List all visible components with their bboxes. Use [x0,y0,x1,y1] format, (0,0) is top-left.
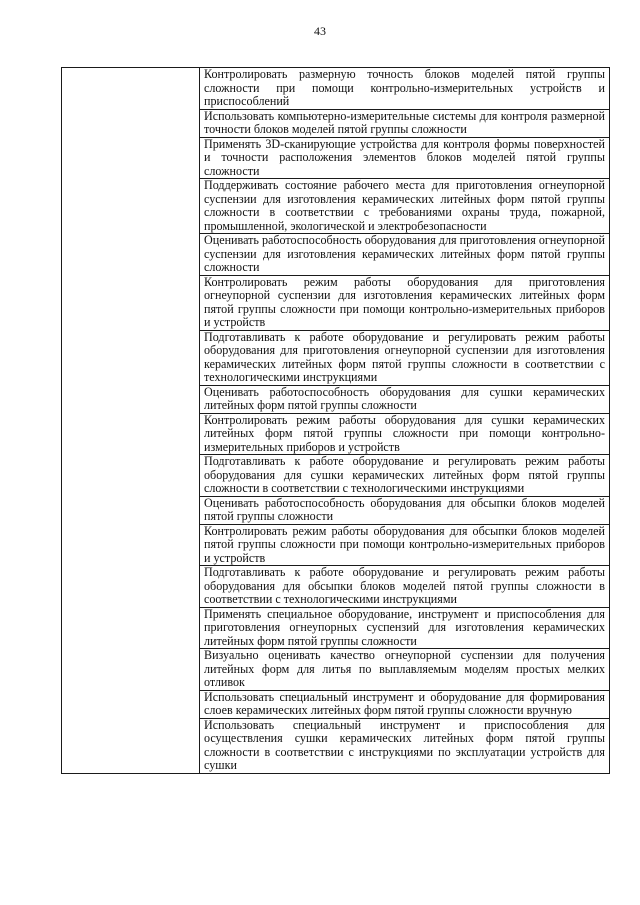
skill-text: Поддерживать состояние рабочего места для приготовления огнеупорной суспензии для изготовления керамических литейных форм пятой группы сложности в соответствии с требованиями охраны труда, пожарной, промышленной, экологической и электробезопасности [204,178,605,233]
skill-cell [200,413,610,455]
skill-text: Контролировать режим работы оборудования для обсыпки блоков моделей пятой группы сложности при помощи контрольно-измерительных приборов и устройств [204,523,605,565]
skill-text: Использовать компьютерно-измерительные системы для контроля размерной точности блоков моделей пятой группы сложности [204,108,605,136]
page-number: 43 [314,24,326,38]
skill-text: Использовать специальный инструмент и приспособления для осуществления сушки керамических литейных форм пятой группы сложности в соответствии с инструкциями по эксплуатации устройств для сушки [204,717,605,772]
skill-cell [200,330,610,385]
skill-cell [200,275,610,330]
skill-text: Применять 3D-сканирующие устройства для контроля формы поверхностей и точности расположения элементов блоков моделей пятой группы сложности [204,136,605,178]
skill-cell [200,496,610,524]
skill-text: Оценивать работоспособность оборудования для приготовления огнеупорной суспензии для изготовления керамических литейных форм пятой группы сложности [204,233,605,274]
skill-cell [200,566,610,608]
skill-text: Подготавливать к работе оборудование и регулировать режим работы оборудования для приготовления огнеупорной суспензии для изготовления керамических литейных форм пятой группы сложности в соответствии с технологическими инструкциями [204,329,605,384]
skill-text: Оценивать работоспособность оборудования для сушки керамических литейных форм пятой группы сложности [204,384,605,412]
skill-text: Подготавливать к работе оборудование и регулировать режим работы оборудования для обсыпки блоков моделей пятой группы сложности в соответствии с технологическими инструкциями [204,565,605,606]
skill-text: Применять специальное оборудование, инструмент и приспособления для приготовления огнеупорных суспензий для изготовления керамических литейных форм пятой группы сложности [204,606,605,648]
skill-text: Контролировать режим работы оборудования для приготовления огнеупорной суспензии для изготовления керамических литейных форм пятой группы сложности при помощи контрольно-измерительных приборов и устройств [204,274,605,329]
skill-text: Контролировать размерную точность блоков моделей пятой группы сложности при помощи контрольно-измерительных устройств и приспособлений [204,67,605,108]
skill-cell [200,109,610,137]
skill-cell [200,68,610,110]
skills-table [61,67,610,774]
skill-cell [200,718,610,773]
skill-cell [200,234,610,276]
skill-cell [200,137,610,179]
skill-text: Использовать специальный инструмент и оборудование для формирования слоев керамических литейных форм пятой группы сложности вручную [204,689,605,717]
table-row [62,68,610,110]
skill-cell [200,690,610,718]
skill-text: Подготавливать к работе оборудование и регулировать режим работы оборудования для сушки керамических литейных форм пятой группы сложности в соответствии с технологическими инструкциями [204,454,605,495]
skill-text: Контролировать режим работы оборудования для сушки керамических литейных форм пятой группы сложности при помощи контрольно-измерительных приборов и устройств [204,412,605,454]
skill-text: Оценивать работоспособность оборудования для обсыпки блоков моделей пятой группы сложности [204,495,605,523]
left-column-cell [62,68,200,774]
skill-cell [200,179,610,234]
skill-cell [200,385,610,413]
skill-cell [200,607,610,649]
skill-text: Визуально оценивать качество огнеупорной суспензии для получения литейных форм для литья по выплавляемым моделям простых мелких отливок [204,648,605,689]
skill-cell [200,455,610,497]
skill-cell [200,524,610,566]
skill-cell [200,649,610,691]
skills-table-body [62,68,610,774]
